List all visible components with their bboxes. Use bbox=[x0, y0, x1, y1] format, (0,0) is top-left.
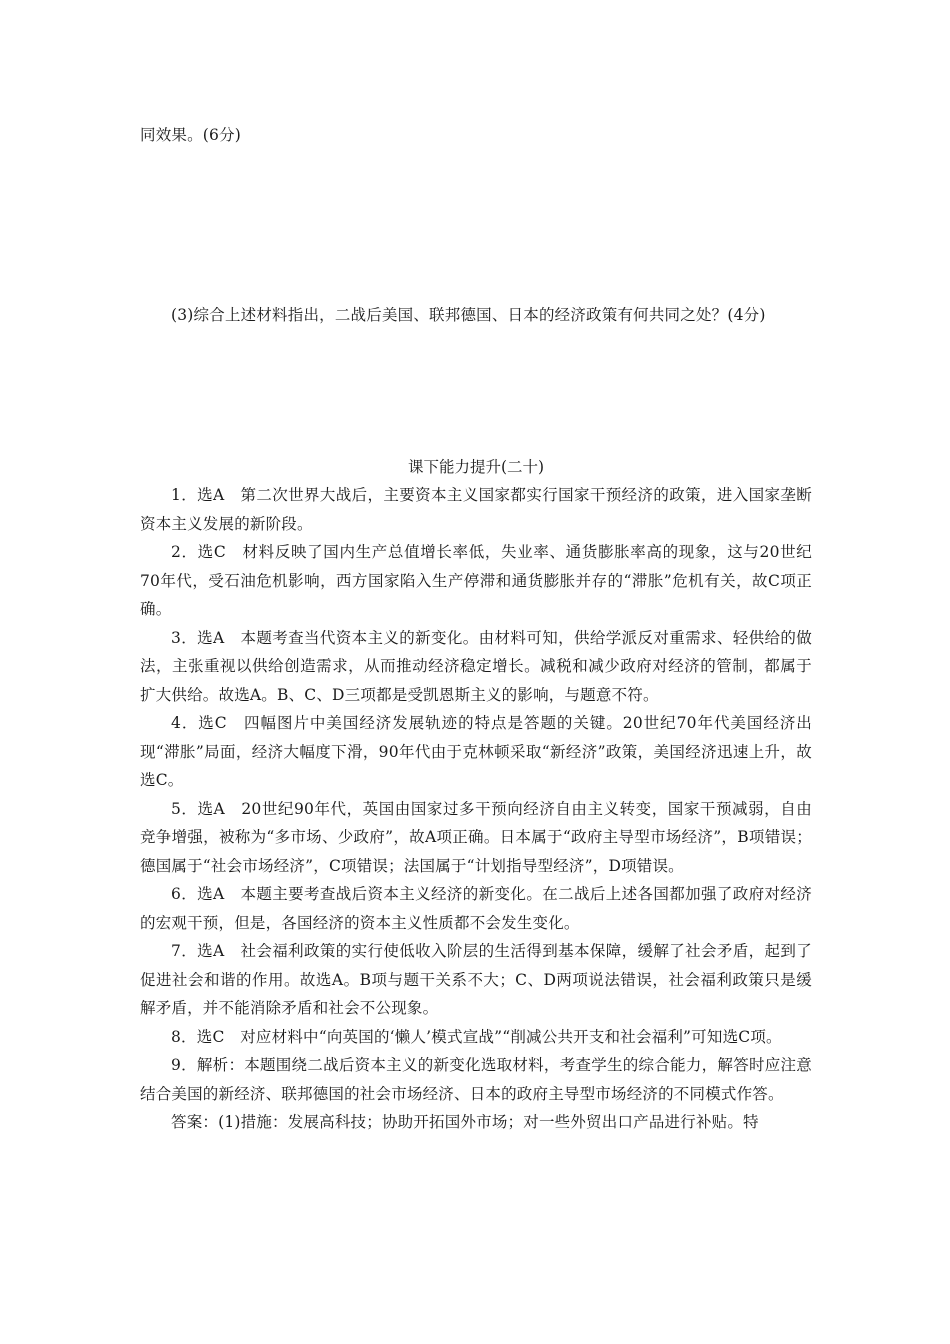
answer-section-title: 课下能力提升(二十) bbox=[407, 458, 545, 476]
answer-item: 7．选A 社会福利政策的实行使低收入阶层的生活得到基本保障，缓解了社会矛盾，起到了促进社会和谐的作用。故选A。B项与题干关系不大；C、D两项说法错误，社会福利政策只是缓解矛盾，并不能消除矛盾和社会不公现象。 bbox=[140, 942, 812, 1017]
answer-item: 8．选C 对应材料中“向英国的‘懒人’模式宣战”“削减公共开支和社会福利”可知选C项。 bbox=[171, 1027, 782, 1046]
answer-item: 6．选A 本题主要考查战后资本主义经济的新变化。在二战后上述各国都加强了政府对经济的宏观干预，但是，各国经济的资本主义性质都不会发生变化。 bbox=[140, 885, 812, 932]
previous-question-fragment: 同效果。(6分) bbox=[140, 126, 242, 144]
answer-item: 2．选C 材料反映了国内生产总值增长率低，失业率、通货膨胀率高的现象，这与20世纪70年代，受石油危机影响，西方国家陷入生产停滞和通货膨胀并存的“滞胀”危机有关，故C项正确。 bbox=[140, 543, 812, 618]
answer-item: 4．选C 四幅图片中美国经济发展轨迹的特点是答题的关键。20世纪70年代美国经济出现“滞胀”局面，经济大幅度下滑，90年代由于克林顿采取“新经济”政策，美国经济迅速上升，故选C。 bbox=[140, 714, 812, 789]
answer-item: 9．解析：本题围绕二战后资本主义的新变化选取材料，考查学生的综合能力，解答时应注意结合美国的新经济、联邦德国的社会市场经济、日本的政府主导型市场经济的不同模式作答。 bbox=[140, 1056, 812, 1103]
answer-list bbox=[140, 481, 812, 1137]
answer-item: 1．选A 第二次世界大战后，主要资本主义国家都实行国家干预经济的政策，进入国家垄断资本主义发展的新阶段。 bbox=[140, 486, 812, 533]
question-3-text: (3)综合上述材料指出，二战后美国、联邦德国、日本的经济政策有何共同之处？(4分) bbox=[171, 306, 766, 324]
answer-item: 3．选A 本题考查当代资本主义的新变化。由材料可知，供给学派反对重需求、轻供给的做法，主张重视以供给创造需求，从而推动经济稳定增长。减税和减少政府对经济的管制，都属于扩大供给。故选A。B、C、D三项都是受凯恩斯主义的影响，与题意不符。 bbox=[140, 628, 812, 704]
answer-item: 答案：(1)措施：发展高科技；协助开拓国外市场；对一些外贸出口产品进行补贴。特 bbox=[171, 1113, 759, 1131]
answer-item: 5．选A 20世纪90年代，英国由国家过多干预向经济自由主义转变，国家干预减弱，自由竞争增强，被称为“多市场、少政府”，故A项正确。日本属于“政府主导型市场经济”，B项错误；德国属于“社会市场经济”，C项错误；法国属于“计划指导型经济”，D项错误。 bbox=[140, 799, 812, 875]
